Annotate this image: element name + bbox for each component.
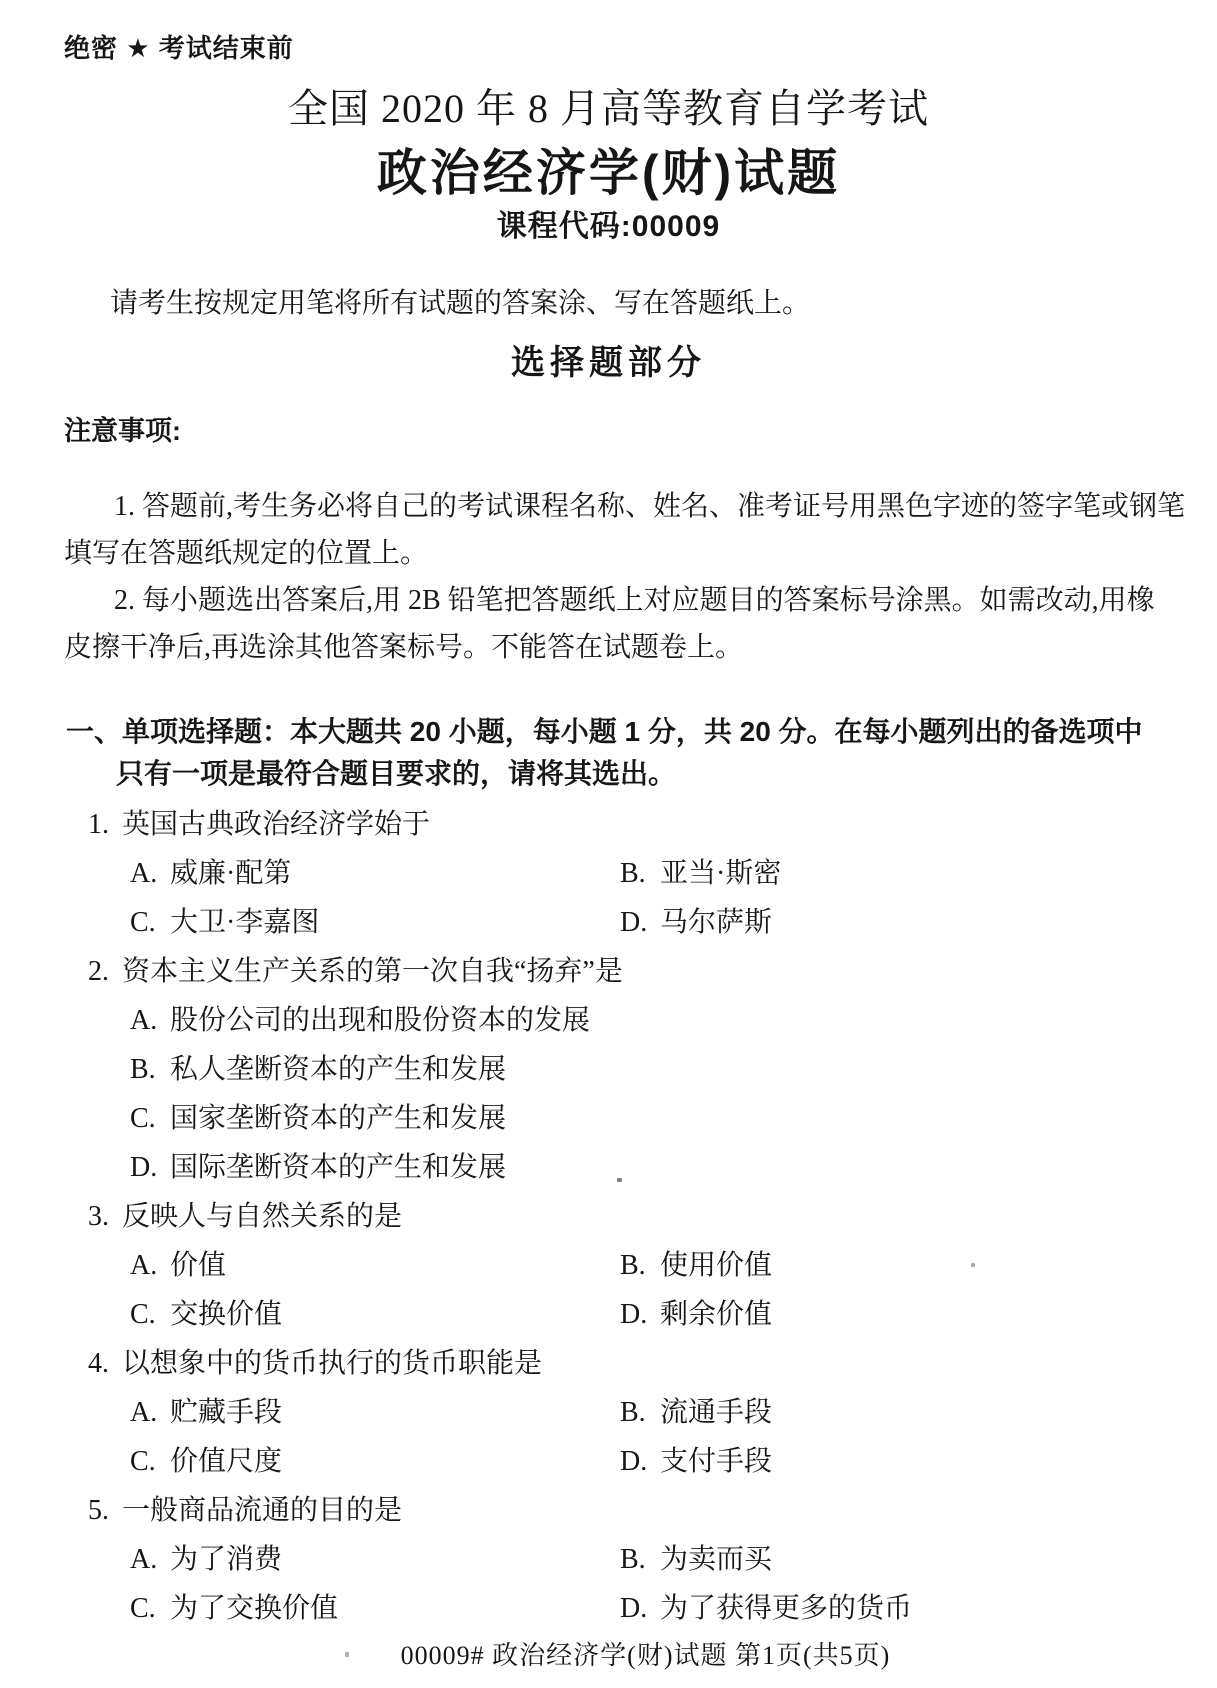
question-2-option-c [0,1094,1217,1143]
notes-title: 注意事项: [64,416,181,446]
question-5-options-row-1 [0,1535,1217,1584]
question-stem-text: 英国古典政治经济学始于 [122,809,431,840]
part-title: 选择题部分 [511,344,706,382]
option-a: A. 为了消费 [130,1544,283,1575]
question-stem-text: 资本主义生产关系的第一次自我“扬弃”是 [122,956,623,987]
question-4-options-row-1 [0,1388,1217,1437]
option-c: C. 价值尺度 [130,1446,283,1477]
question-4-stem [0,1339,1217,1388]
exam-title: 全国 2020 年 8 月高等教育自学考试 [288,86,929,131]
note-item-2-line-2: 皮擦干净后,再选涂其他答案标号。不能答在试题卷上。 [64,632,744,663]
scan-artifact-dot [617,1178,622,1182]
question-1-options-row-2 [0,898,1217,947]
question-number: 1. [88,809,109,840]
question-2-option-b [0,1045,1217,1094]
note-item-2-line-1: 2. 每小题选出答案后,用 2B 铅笔把答题纸上对应题目的答案标号涂黑。如需改动,用橡 [114,585,1155,616]
question-number: 2. [88,956,109,987]
option-c: C. 为了交换价值 [130,1593,339,1624]
question-3-stem [0,1192,1217,1241]
question-3-options-row-2 [0,1290,1217,1339]
option-a: A. 贮藏手段 [130,1397,283,1428]
section-one-heading-line-2: 只有一项是最符合题目要求的，请将其选出。 [116,758,677,789]
question-1-options-row-1 [0,849,1217,898]
option-d: D. 支付手段 [620,1446,773,1477]
option-c: C. 交换价值 [130,1299,283,1330]
question-3-options-row-1 [0,1241,1217,1290]
question-number: 3. [88,1201,109,1232]
question-stem-text: 反映人与自然关系的是 [122,1201,403,1232]
question-4-options-row-2 [0,1437,1217,1486]
scan-artifact-dot [345,1652,349,1657]
option-b: B. 使用价值 [620,1250,773,1281]
section-one-heading-line-1: 一、单项选择题：本大题共 20 小题，每小题 1 分，共 20 分。在每小题列出的备选项中 [66,716,1143,747]
question-5-stem [0,1486,1217,1535]
security-classification: 绝密 ★ 考试结束前 [64,33,294,63]
question-number: 4. [88,1348,109,1379]
question-stem-text: 一般商品流通的目的是 [122,1495,403,1526]
question-1-stem [0,800,1217,849]
question-2-stem [0,947,1217,996]
question-stem-text: 以想象中的货币执行的货币职能是 [122,1348,543,1379]
option-a: A. 价值 [130,1250,227,1281]
option-d: D. 为了获得更多的货币 [620,1593,913,1624]
question-number: 5. [88,1495,109,1526]
note-item-1-line-1: 1. 答题前,考生务必将自己的考试课程名称、姓名、准考证号用黑色字迹的签字笔或钢笔 [114,491,1186,522]
option-d: D. 马尔萨斯 [620,907,773,938]
scan-artifact-dot [971,1263,975,1267]
option-b: B. 为卖而买 [620,1544,773,1575]
question-5-options-row-2 [0,1584,1217,1633]
option-a: A. 股份公司的出现和股份资本的发展 [130,1005,591,1036]
option-b: B. 流通手段 [620,1397,773,1428]
question-2-option-a [0,996,1217,1045]
option-b: B. 私人垄断资本的产生和发展 [130,1054,507,1085]
page-footer: 00009# 政治经济学(财)试题 第1页(共5页) [400,1641,891,1670]
option-a: A. 威廉·配第 [130,858,292,889]
paper-title: 政治经济学(财)试题 [376,145,841,201]
question-list [0,800,1217,1633]
option-c: C. 大卫·李嘉图 [130,907,320,938]
option-b: B. 亚当·斯密 [620,858,782,889]
option-d: D. 剩余价值 [620,1299,773,1330]
note-item-1-line-2: 填写在答题纸规定的位置上。 [64,538,429,569]
option-c: C. 国家垄断资本的产生和发展 [130,1103,507,1134]
course-code: 课程代码:00009 [496,210,721,243]
question-2-option-d [0,1143,1217,1192]
option-d: D. 国际垄断资本的产生和发展 [130,1152,507,1183]
answer-sheet-instruction: 请考生按规定用笔将所有试题的答案涂、写在答题纸上。 [110,287,811,318]
